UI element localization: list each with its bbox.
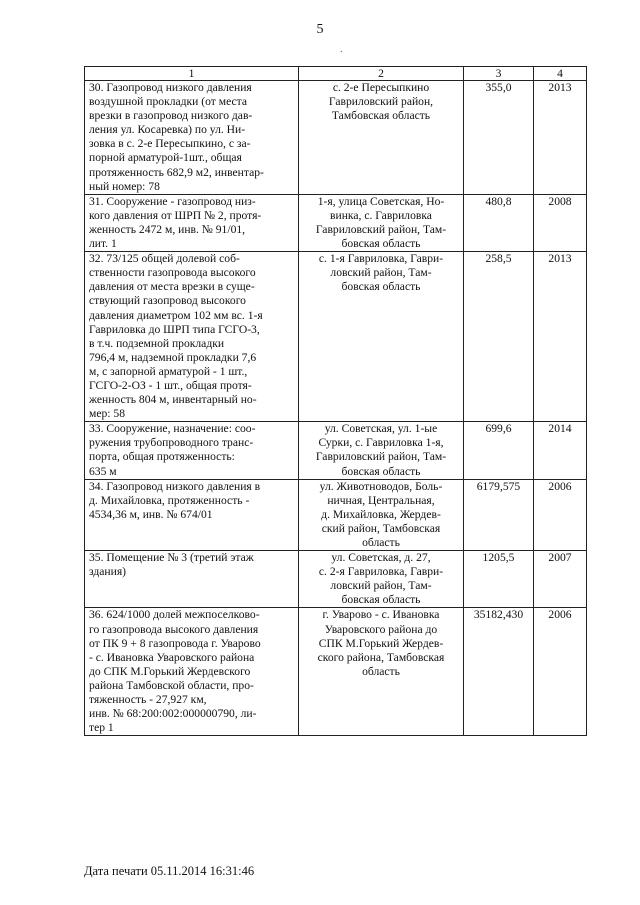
location-cell-line: Уваровского района до [324, 622, 438, 636]
object-name-cell [85, 81, 299, 195]
object-name-cell-line: д. Михайловка, протяженность - [89, 493, 250, 507]
location-cell-line: область [362, 536, 400, 549]
location-cell [299, 422, 464, 479]
property-table [84, 66, 587, 736]
object-name-cell [85, 608, 299, 736]
location-cell [299, 252, 464, 422]
location-cell-line: Сурки, с. Гавриловка 1-я, [318, 436, 444, 450]
value-cell: 480,8 [464, 194, 534, 251]
object-name-cell [85, 422, 299, 479]
location-cell-line: бовская область [341, 237, 421, 251]
column-header-1: 1 [85, 67, 299, 81]
page-number: 5 [316, 22, 324, 37]
location-cell-line: с. 1-я Гавриловка, Гаври- [318, 252, 444, 266]
object-name-cell-line: ственности газопровода высокого [89, 266, 256, 280]
object-name-cell-line: зовка в с. 2-е Пересыпкино, с за- [89, 137, 251, 151]
year-cell: 2006 [534, 479, 587, 550]
object-name-cell-line: 635 м [89, 464, 117, 478]
table-row [85, 479, 587, 550]
object-name-cell-line: лит. 1 [89, 237, 117, 251]
object-name-cell-line: 4534,36 м, инв. № 674/01 [89, 507, 213, 521]
location-cell [299, 81, 464, 195]
object-name-cell-line: ружения трубопроводного транс- [89, 436, 254, 450]
location-cell-line: ского района, Тамбовская [317, 650, 445, 664]
location-cell-line: г. Уварово - с. Ивановка [322, 608, 440, 622]
location-cell-line: бовская область [341, 593, 421, 607]
object-name-cell-line: - с. Ивановка Уваровского района [89, 650, 255, 664]
location-cell-line: ничная, Центральная, [327, 493, 435, 507]
object-name-cell-line: порной арматурой-1шт., общая [89, 151, 242, 165]
object-name-cell-line: давления диаметром 102 мм вс. 1-я [89, 308, 263, 322]
year-cell: 2006 [534, 608, 587, 736]
table-body [85, 81, 587, 736]
object-name-cell-line: в т.ч. подземной прокладки [89, 336, 225, 350]
object-name-cell-line: ГСГО-2-ОЗ - 1 шт., общая протя- [89, 378, 252, 392]
object-name-cell-line: женность 2472 м, инв. № 91/01, [89, 222, 246, 236]
object-name-cell-line: воздушной прокладки (от места [89, 95, 248, 109]
table-row [85, 422, 587, 479]
object-name-cell-line: Гавриловка до ШРП типа ГСГО-3, [89, 322, 260, 336]
location-cell-line: СПК М.Горький Жердев- [318, 636, 444, 650]
location-cell-line: с. 2-я Гавриловка, Гаври- [318, 565, 444, 579]
value-cell: 35182,430 [464, 608, 534, 736]
location-cell-line: ул. Животноводов, Боль- [319, 479, 443, 493]
table-row [85, 608, 587, 736]
object-name-cell-line: 36. 624/1000 долей межпоселково- [89, 608, 260, 622]
object-name-cell-line: протяженность 682,9 м2, инвентар- [89, 165, 264, 179]
object-name-cell-line: 34. Газопровод низкого давления в [89, 479, 261, 493]
column-header-3: 3 [464, 67, 534, 81]
location-cell-line: ский район, Тамбовская [321, 521, 441, 535]
object-name-cell-line: 31. Сооружение - газопровод низ- [89, 194, 256, 208]
print-date: Дата печати 05.11.2014 16:31:46 [84, 864, 255, 878]
location-cell-line: Гавриловский район, Там- [315, 450, 447, 464]
object-name-cell-line: 35. Помещение № 3 (третий этаж [89, 551, 254, 565]
location-cell-line: Гавриловский район, [328, 95, 434, 109]
location-cell-line: ул. Советская, д. 27, [331, 551, 431, 565]
value-cell: 355,0 [464, 81, 534, 195]
object-name-cell-line: тяженность - 27,927 км, [89, 693, 207, 707]
location-cell [299, 194, 464, 251]
object-name-cell-line: порта, общая протяженность: [89, 450, 235, 464]
object-name-cell-line: ления ул. Косаревка) по ул. Ни- [89, 123, 246, 137]
object-name-cell-line: 796,4 м, надземной прокладки 7,6 [89, 350, 257, 364]
object-name-cell-line: женность 804 м, инвентарный но- [89, 393, 257, 407]
location-cell-line: с. 2-е Пересыпкино [332, 81, 430, 94]
table-row [85, 252, 587, 422]
year-cell: 2007 [534, 551, 587, 608]
year-cell: 2014 [534, 422, 587, 479]
location-cell-line: ул. Советская, ул. 1-ые [324, 422, 438, 436]
location-cell [299, 608, 464, 736]
location-cell [299, 479, 464, 550]
year-cell: 2013 [534, 252, 587, 422]
table-row [85, 551, 587, 608]
value-cell: 699,6 [464, 422, 534, 479]
value-cell: 6179,575 [464, 479, 534, 550]
location-cell [299, 551, 464, 608]
year-cell: 2013 [534, 81, 587, 195]
object-name-cell-line: ствующий газопровод высокого [89, 294, 246, 308]
object-name-cell [85, 252, 299, 422]
object-name-cell-line: 30. Газопровод низкого давления [89, 81, 252, 94]
location-cell-line: ловский район, Там- [330, 266, 432, 280]
object-name-cell [85, 551, 299, 608]
table-row [85, 81, 587, 195]
value-cell: 258,5 [464, 252, 534, 422]
location-cell-line: Гавриловский район, Там- [315, 222, 447, 236]
column-header-4: 4 [534, 67, 587, 81]
object-name-cell-line: здания) [89, 565, 127, 579]
scan-mark: . [340, 43, 343, 55]
object-name-cell-line: мер: 58 [89, 407, 125, 421]
location-cell-line: винка, с. Гавриловка [330, 208, 432, 222]
object-name-cell-line: врезки в газопровод низкого дав- [89, 109, 253, 123]
object-name-cell-line: го газопровода высокого давления [89, 622, 259, 636]
object-name-cell-line: 33. Сооружение, назначение: соо- [89, 422, 256, 436]
object-name-cell-line: м, с запорной арматурой - 1 шт., [89, 364, 248, 378]
location-cell-line: бовская область [341, 464, 421, 478]
object-name-cell-line: района Тамбовской области, про- [89, 678, 254, 692]
object-name-cell-line: инв. № 68:200:002:000000790, ли- [89, 707, 257, 721]
object-name-cell-line: до СПК М.Горький Жердевского [89, 664, 251, 678]
location-cell-line: 1-я, улица Советская, Но- [317, 194, 445, 208]
object-name-cell-line: тер 1 [89, 721, 114, 735]
year-cell: 2008 [534, 194, 587, 251]
object-name-cell [85, 479, 299, 550]
object-name-cell-line: от ПК 9 + 8 газопровода г. Уварово [89, 636, 261, 650]
location-cell-line: область [362, 664, 400, 678]
object-name-cell-line: давления от места врезки в суще- [89, 280, 255, 294]
object-name-cell-line: кого давления от ШРП № 2, протя- [89, 208, 262, 222]
location-cell-line: Тамбовская область [331, 109, 431, 123]
column-header-2: 2 [299, 67, 464, 81]
object-name-cell-line: ный номер: 78 [89, 179, 160, 193]
object-name-cell-line: 32. 73/125 общей долевой соб- [89, 252, 240, 266]
object-name-cell [85, 194, 299, 251]
value-cell: 1205,5 [464, 551, 534, 608]
location-cell-line: д. Михайловка, Жердев- [321, 507, 441, 521]
table-header-row [85, 67, 587, 81]
location-cell-line: ловский район, Там- [330, 579, 432, 593]
table-row [85, 194, 587, 251]
location-cell-line: бовская область [341, 280, 421, 294]
